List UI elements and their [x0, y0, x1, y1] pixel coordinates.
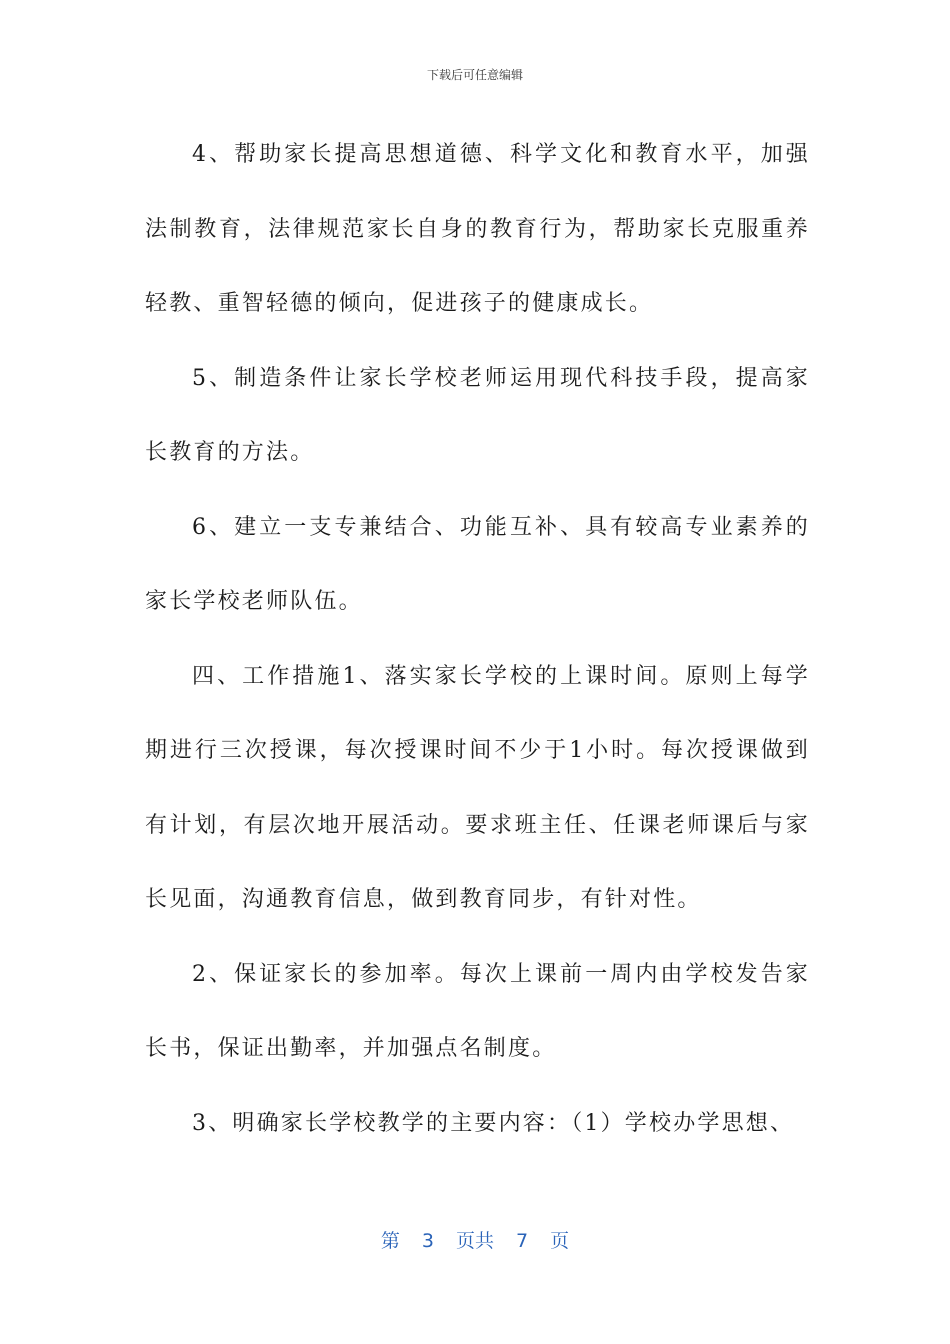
- paragraph: 3、明确家长学校教学的主要内容：（1）学校办学思想、: [192, 1110, 795, 1136]
- paragraph: 2、保证家长的参加率。每次上课前一周内由学校发告家长书，保证出勤率，并加强点名制度。: [145, 961, 810, 1061]
- footer-total-pages: 7: [516, 1230, 529, 1252]
- page-header-note: 下载后可任意编辑: [426, 68, 523, 82]
- footer-current-page: 3: [421, 1230, 434, 1252]
- footer-suffix: 页: [550, 1230, 570, 1252]
- document-body: [145, 118, 810, 1161]
- paragraph: 5、制造条件让家长学校老师运用现代科技手段，提高家长教育的方法。: [145, 365, 810, 465]
- footer-prefix: 第: [380, 1230, 400, 1252]
- footer-middle: 页共: [455, 1230, 494, 1252]
- paragraph: 4、帮助家长提高思想道德、科学文化和教育水平，加强法制教育，法律规范家长自身的教育行为，帮助家长克服重养轻教、重智轻德的倾向，促进孩子的健康成长。: [145, 142, 810, 316]
- paragraph: 四、工作措施1、落实家长学校的上课时间。原则上每学期进行三次授课，每次授课时间不少于1小时。每次授课做到有计划，有层次地开展活动。要求班主任、任课老师课后与家长见面，沟通教育信息，做到教育同步，有针对性。: [145, 663, 810, 912]
- page-footer: [0, 1226, 950, 1253]
- paragraph: 6、建立一支专兼结合、功能互补、具有较高专业素养的家长学校老师队伍。: [145, 514, 810, 614]
